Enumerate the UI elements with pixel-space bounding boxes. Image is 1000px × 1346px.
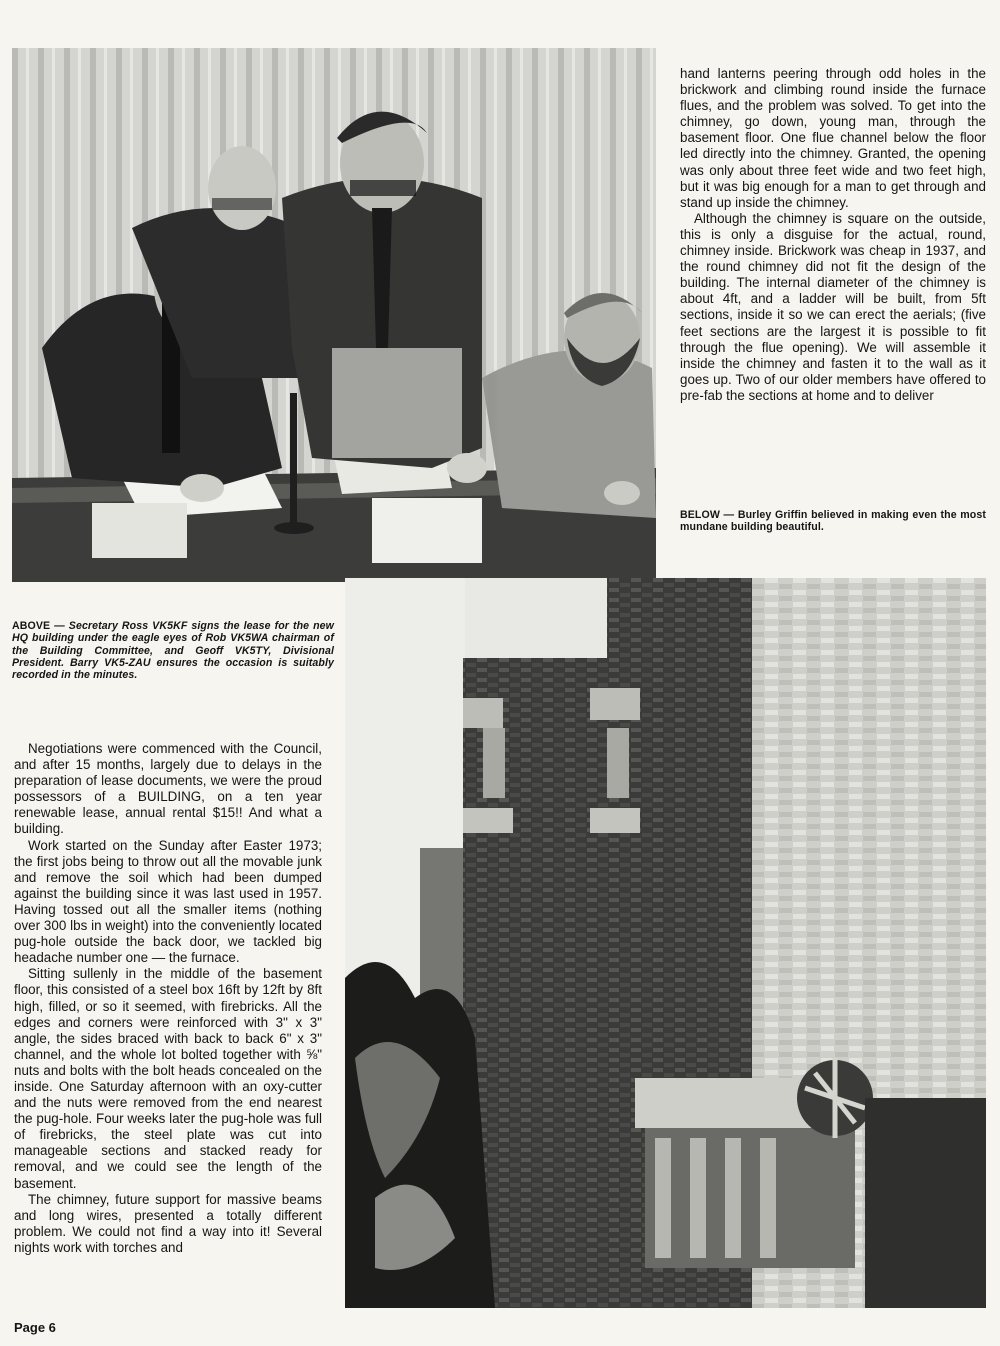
caption-text: Burley Griffin believed in making even the most mundane building beautiful. — [680, 509, 987, 534]
caption-below — [680, 509, 986, 534]
body-paragraph: Work started on the Sunday after Easter 1973; the first jobs being to throw out all the movable junk and remove the soil which had been dumped against the building since it was last used in 1957. Having tossed out all the smaller items (nothing over 300 lbs in weight) into the conveniently located pug-hole outside the back door, we tackled big headache number one — the furnace. — [14, 837, 322, 966]
caption-lead: ABOVE — — [12, 620, 65, 632]
caption-above — [12, 620, 334, 681]
body-paragraph: The chimney, future support for massive beams and long wires, presented a totally different problem. We could not find a way into it! Several nights work with torches and — [14, 1191, 322, 1255]
caption-lead: BELOW — — [680, 509, 735, 521]
left-column-text — [14, 741, 322, 1256]
body-paragraph: hand lanterns peering through odd holes in the brickwork and climbing round inside the furnace flues, and the problem was solved. To get into the chimney, go down, young man, through the basement floor. One flue channel below the floor led directly into the chimney. Granted, the opening was only about three feet wide and two feet high, but it was big enough for a man to get through and stand up inside the chimney. — [680, 66, 986, 210]
body-paragraph: Sitting sullenly in the middle of the basement floor, this consisted of a steel box 16ft by 12ft by 8ft high, filled, or so it seemed, with firebricks. All the edges and corners were reinforced with 3" x 3" angle, the sides braced with back to back 6" x 3" channel, and the whole lot bolted together with ⅝" nuts and bolts with the bolt heads concealed on the inside. One Saturday afternoon with an oxy-cutter and the nuts were removed from the end nearest the pug-hole. Four weeks later the pug-hole was full of firebricks, the steel plate was cut into manageable sections and stacked ready for removal, and we could see the length of the basement. — [14, 966, 322, 1191]
caption-text: Secretary Ross VK5KF signs the lease for the new HQ building under the eagle eyes of Rob VK5WA chairman of the Building Committee, and Geoff VK5TY, Divisional President. Barry VK5-ZAU ensures the occasion is suitably recorded in the minutes. — [12, 620, 334, 682]
body-paragraph: Negotiations were commenced with the Council, and after 15 months, largely due to delays in the preparation of lease documents, we were the proud possessors of a BUILDING, on a ten year renewable lease, annual rental $15!! And what a building. — [14, 741, 322, 837]
right-column-text — [680, 66, 986, 404]
lease-signing-photo — [12, 48, 656, 582]
building-photo — [345, 578, 986, 1308]
page-number: Page 6 — [14, 1320, 56, 1335]
body-paragraph: Although the chimney is square on the outside, this is only a disguise for the actual, round, chimney inside. Brickwork was cheap in 1937, and the round chimney did not fit the design of the building. The internal diameter of the chimney is about 4ft, and a ladder will be built, from 5ft sections, inside it so we can erect the aerials; (five feet sections are the largest it is possible to fit through the flue opening). We will assemble it inside the chimney and fasten it to the wall as it goes up. Two of our older members have offered to pre-fab the sections at home and to deliver — [680, 210, 986, 403]
